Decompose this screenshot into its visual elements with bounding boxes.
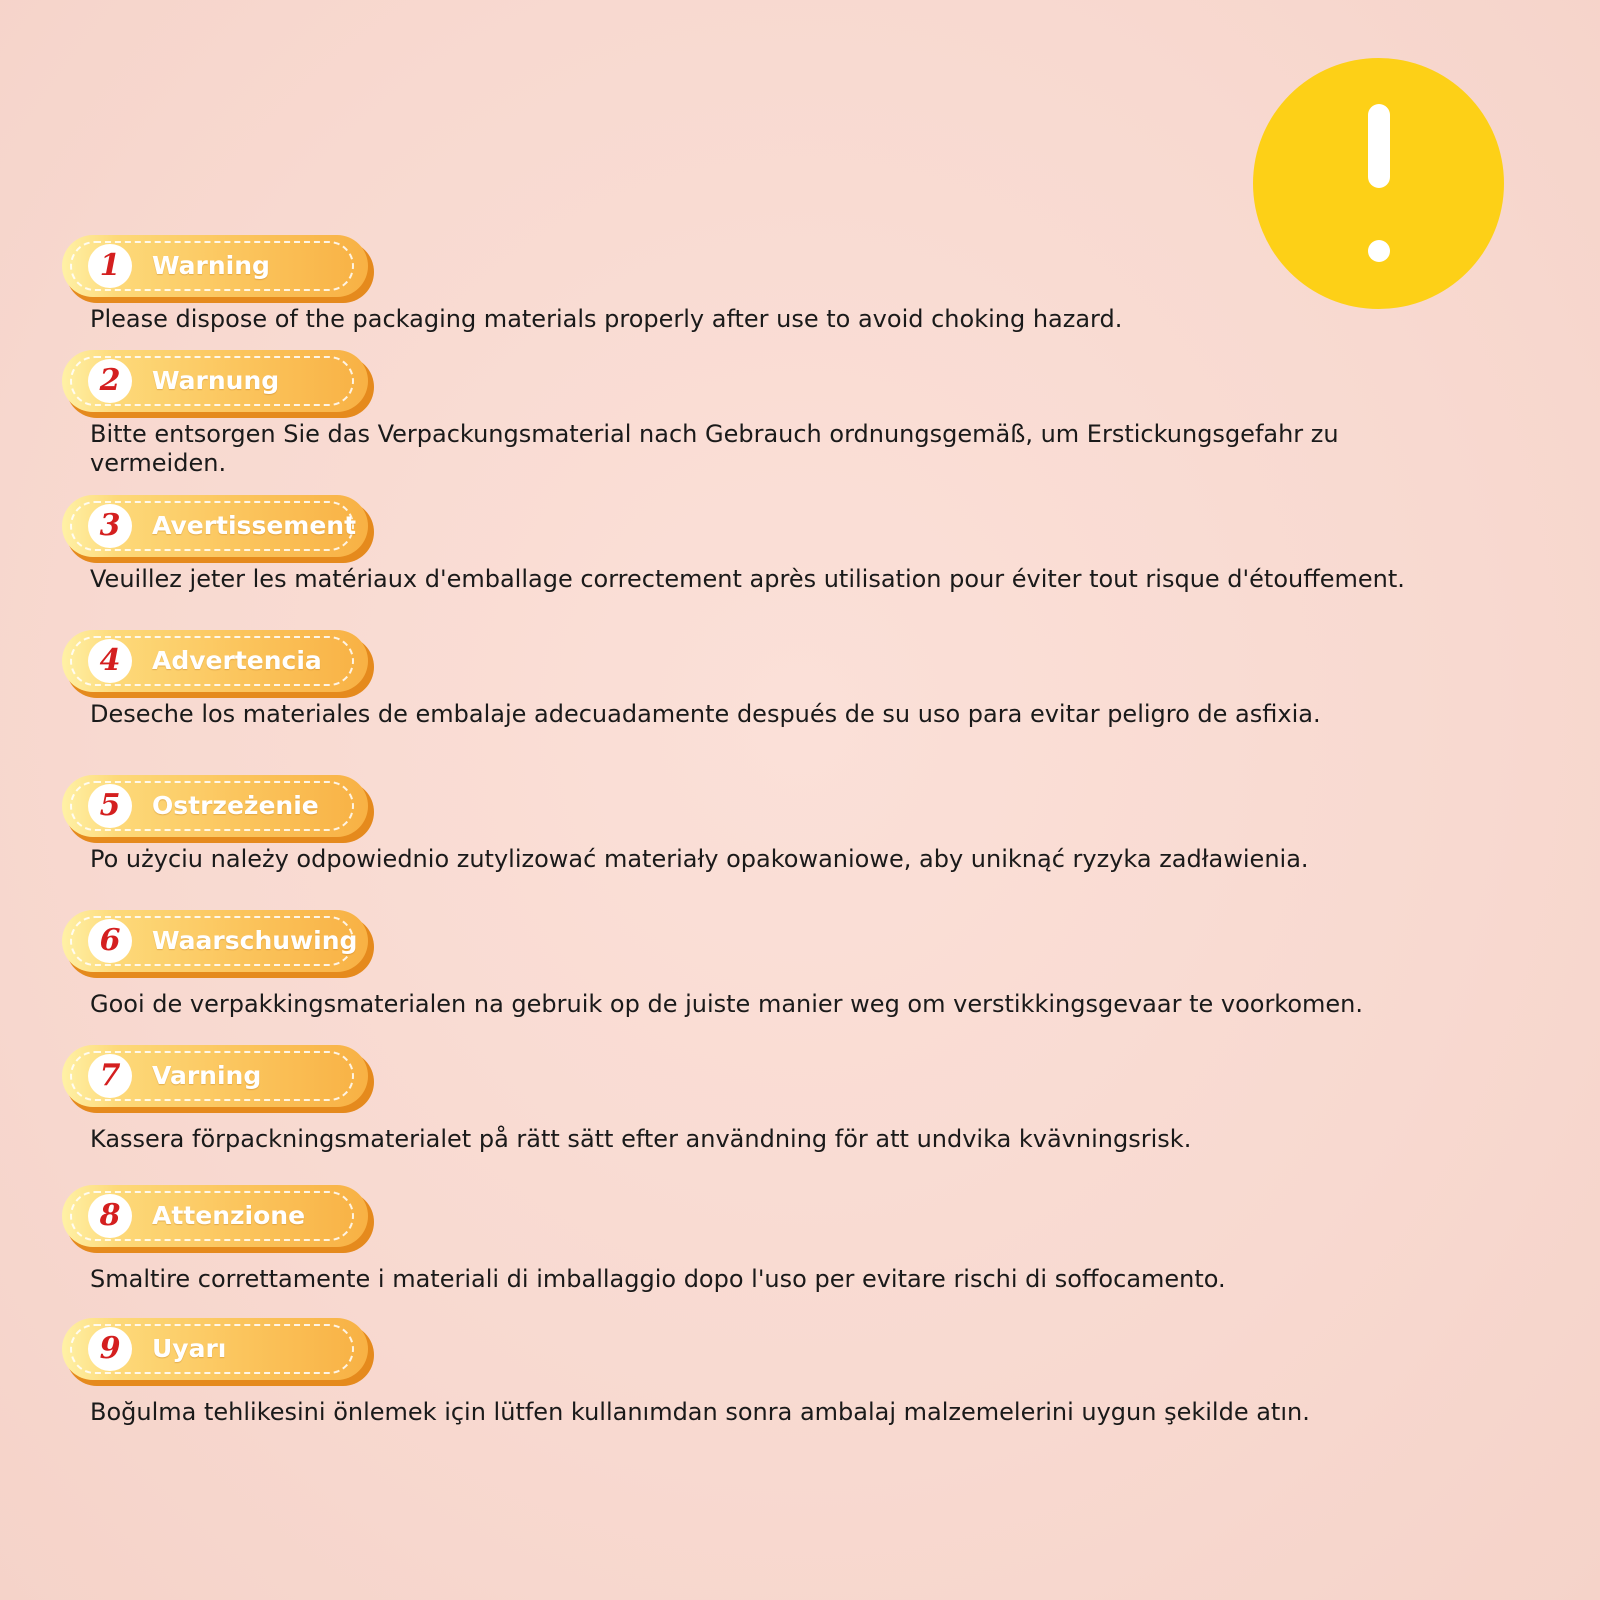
number-badge: 9 xyxy=(88,1327,132,1371)
warning-title: Warnung xyxy=(152,366,280,395)
warning-item-1 xyxy=(62,235,1462,334)
warning-item-7 xyxy=(62,1045,1462,1154)
warning-pill xyxy=(62,910,374,980)
warning-text: Gooi de verpakkingsmaterialen na gebruik op de juiste manier weg om verstikkingsgevaar te voorkomen. xyxy=(90,990,1364,1018)
warning-text: Po użyciu należy odpowiednio zutylizować materiały opakowaniowe, aby uniknąć ryzyka zadławienia. xyxy=(90,845,1309,873)
warning-pill xyxy=(62,1318,374,1388)
warning-text: Deseche los materiales de embalaje adecuadamente después de su uso para evitar peligro de asfixia. xyxy=(90,700,1321,728)
warning-item-5 xyxy=(62,775,1462,874)
number-badge: 8 xyxy=(88,1194,132,1238)
warning-pill xyxy=(62,235,374,305)
warning-pill xyxy=(62,775,374,845)
warning-text: Kassera förpackningsmaterialet på rätt sätt efter användning för att undvika kvävningsrisk. xyxy=(90,1125,1192,1153)
warning-pill xyxy=(62,630,374,700)
warning-title: Avertissement xyxy=(152,511,357,540)
warning-text: Bitte entsorgen Sie das Verpackungsmaterial nach Gebrauch ordnungsgemäß, um Erstickungsgefahr zu vermeiden. xyxy=(90,420,1339,477)
number-badge: 3 xyxy=(88,504,132,548)
warning-item-4 xyxy=(62,630,1462,729)
warning-title: Varning xyxy=(152,1061,262,1090)
number-badge: 6 xyxy=(88,919,132,963)
warning-item-9 xyxy=(62,1318,1462,1427)
exclamation-bar xyxy=(1368,104,1390,188)
warning-title: Attenzione xyxy=(152,1201,306,1230)
warning-title: Waarschuwing xyxy=(152,926,358,955)
warning-title: Advertencia xyxy=(152,646,322,675)
number-badge: 1 xyxy=(88,244,132,288)
number-badge: 5 xyxy=(88,784,132,828)
warning-pill xyxy=(62,495,374,565)
warning-title: Warning xyxy=(152,251,270,280)
warning-pill xyxy=(62,1045,374,1115)
warning-title: Ostrzeżenie xyxy=(152,791,319,820)
number-badge: 7 xyxy=(88,1054,132,1098)
number-badge: 4 xyxy=(88,639,132,683)
warning-text: Veuillez jeter les matériaux d'emballage correctement après utilisation pour éviter tout risque d'étouffement. xyxy=(90,565,1405,593)
warning-item-3 xyxy=(62,495,1462,594)
warning-item-6 xyxy=(62,910,1462,1019)
warning-item-8 xyxy=(62,1185,1462,1294)
warning-pill xyxy=(62,350,374,420)
warning-item-2 xyxy=(62,350,1462,478)
number-badge: 2 xyxy=(88,359,132,403)
warning-text: Smaltire correttamente i materiali di imballaggio dopo l'uso per evitare rischi di soffocamento. xyxy=(90,1265,1226,1293)
warning-text: Boğulma tehlikesini önlemek için lütfen kullanımdan sonra ambalaj malzemelerini uygun şekilde atın. xyxy=(90,1398,1310,1426)
warning-pill xyxy=(62,1185,374,1255)
warning-title: Uyarı xyxy=(152,1334,227,1363)
warning-text: Please dispose of the packaging materials properly after use to avoid choking hazard. xyxy=(90,305,1123,333)
